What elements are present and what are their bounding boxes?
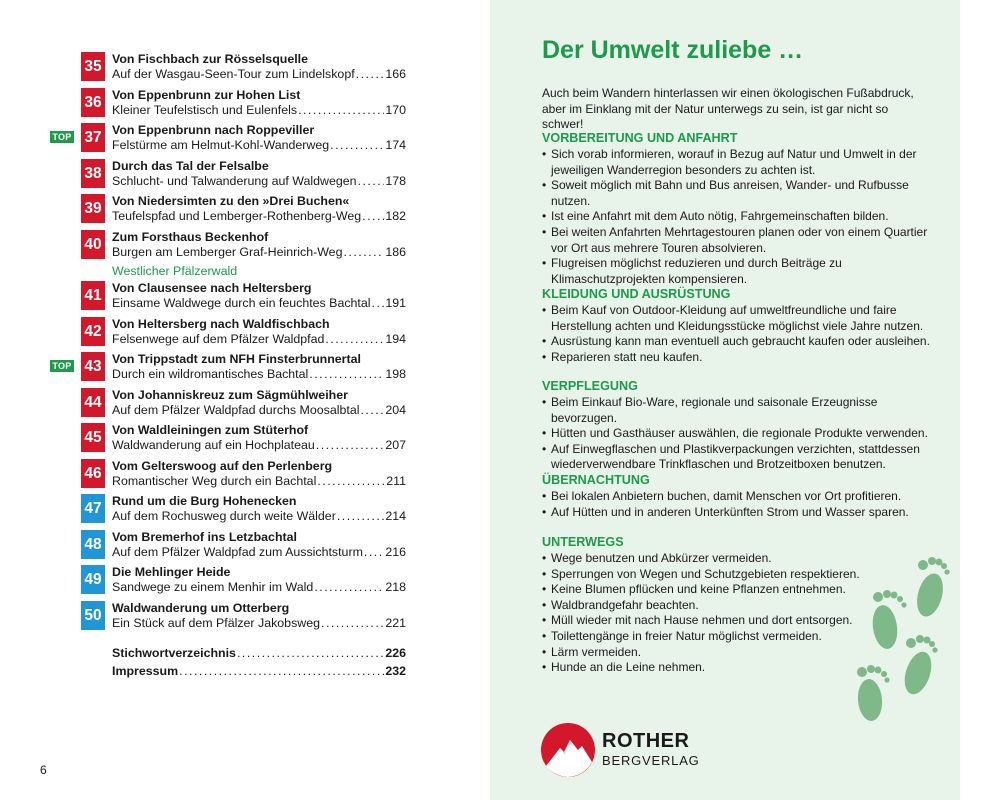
toc-entry[interactable] — [50, 230, 420, 266]
tour-number-badge: 36 — [81, 88, 105, 117]
logo-name: ROTHER — [602, 730, 690, 752]
dot-leader — [343, 245, 384, 260]
tour-title[interactable]: Die Mehlinger Heide — [112, 565, 231, 579]
page-ref[interactable]: 221 — [385, 615, 406, 630]
footprints-icon — [840, 545, 970, 725]
bullet-item: • Müll wieder mit nach Hause nehmen und dort entsorgen. — [542, 613, 942, 629]
bullet-item: • Hütten und Gasthäuser auswählen, die regionale Produkte verwenden. — [542, 426, 942, 442]
page-ref[interactable]: 174 — [385, 138, 406, 152]
tour-number-badge: 39 — [81, 194, 105, 223]
tour-title[interactable]: Von Heltersberg nach Waldfischbach — [112, 316, 330, 331]
toc-entry[interactable] — [50, 565, 420, 601]
bullet-item: • Keine Blumen pflücken und keine Pflanzen entnehmen. — [542, 582, 942, 598]
bullet-item: • Flugreisen möglichst reduzieren und durch Beiträge zu Klimaschutzprojekten kompensieren. — [542, 256, 942, 287]
table-of-contents — [50, 52, 420, 636]
tour-subtitle-line — [112, 545, 406, 560]
tour-number-badge: 38 — [81, 159, 105, 188]
tour-title[interactable]: Vom Bremerhof ins Letzbachtal — [112, 529, 297, 544]
section-heading: KLEIDUNG UND AUSRÜSTUNG — [542, 287, 731, 301]
tour-subtitle: Felstürme am Helmut-Kohl-Wanderweg — [112, 138, 330, 152]
bullet-item: • Auf Einwegflaschen und Plastikverpackungen verzichten, stattdessen wiederverwendbare Trinkflaschen und Brotzeitboxen benutzen. — [542, 442, 942, 473]
appendix-entry[interactable] — [112, 646, 406, 661]
dot-leader — [362, 209, 384, 224]
tour-subtitle: Kleiner Teufelstisch und Eulenfels — [112, 102, 298, 117]
toc-entry[interactable] — [50, 194, 420, 230]
tour-subtitle-line — [112, 474, 406, 489]
tour-subtitle-line — [112, 103, 406, 118]
bullet-item: • Bei weiten Anfahrten Mehrtagestouren planen oder von einem Quartier vor Ort aus mehrere Touren absolvieren. — [542, 225, 942, 256]
dot-leader — [356, 67, 385, 82]
section-heading: ÜBERNACHTUNG — [542, 473, 650, 487]
page-ref[interactable]: 166 — [385, 67, 406, 81]
bullet-item: • Sich vorab informieren, worauf in Bezug auf Natur und Umwelt in der jeweiligen Wanderregion besonders zu achten ist. — [542, 147, 942, 178]
tour-title[interactable]: Vom Gelterswoog auf den Perlenberg — [112, 458, 333, 473]
tour-number-badge: 45 — [81, 423, 105, 452]
bullet-item: • Waldbrandgefahr beachten. — [542, 598, 942, 614]
page-ref[interactable]: 214 — [385, 509, 406, 523]
tour-number-badge: 44 — [81, 388, 105, 417]
tour-number-badge: 40 — [81, 230, 105, 259]
guideline-section — [542, 378, 942, 473]
tour-subtitle-line — [112, 509, 406, 524]
page-title: Der Umwelt zuliebe … — [542, 36, 804, 64]
page-ref[interactable]: 178 — [385, 173, 406, 188]
tour-number-badge: 41 — [81, 281, 105, 310]
bullet-item: • Ausrüstung kann man eventuell auch gebraucht kaufen oder ausleihen. — [542, 334, 942, 350]
tour-subtitle-line — [112, 580, 406, 595]
toc-section-heading: Westlicher Pfälzerwald — [112, 264, 238, 278]
tour-subtitle-line — [112, 67, 406, 82]
tour-subtitle-line — [112, 616, 406, 631]
bullet-item: • Wege benutzen und Abkürzer vermeiden. — [542, 551, 942, 567]
appendix-entry[interactable] — [112, 664, 406, 679]
page-number: 6 — [40, 763, 47, 777]
page-ref[interactable]: 194 — [385, 331, 406, 346]
page-ref[interactable]: 191 — [385, 296, 406, 310]
tour-subtitle: Auf dem Pfälzer Waldpfad zum Aussichtsturm — [112, 544, 363, 559]
tour-subtitle: Romantischer Weg durch ein Bachtal — [112, 473, 317, 488]
page-ref[interactable]: 204 — [385, 402, 406, 417]
appendix-label: Stichwortverzeichnis — [112, 646, 236, 660]
tour-subtitle: Burgen am Lemberger Graf-Heinrich-Weg — [112, 244, 343, 259]
dot-leader — [337, 509, 384, 524]
tour-number-badge: 50 — [81, 601, 105, 630]
tour-subtitle: Auf der Wasgau-Seen-Tour zum Lindelskopf — [112, 67, 355, 81]
tour-title[interactable]: Von Johanniskreuz zum Sägmühlweiher — [112, 387, 348, 402]
guideline-section — [542, 286, 942, 365]
tour-subtitle: Schlucht- und Talwanderung auf Waldwegen — [112, 173, 357, 188]
tour-subtitle-line — [112, 367, 406, 382]
tour-number-badge: 42 — [81, 317, 105, 346]
tour-title[interactable]: Von Waldleiningen zum Stüterhof — [112, 423, 309, 437]
tour-title[interactable]: Zum Forsthaus Beckenhof — [112, 229, 269, 244]
logo-subtitle: BERGVERLAG — [602, 753, 700, 768]
tour-subtitle: Auf dem Rochusweg durch weite Wälder — [112, 509, 336, 523]
bullet-item: • Beim Einkauf Bio-Ware, regionale und saisonale Erzeugnisse bevorzugen. — [542, 395, 942, 426]
toc-entry[interactable] — [50, 281, 420, 317]
tour-subtitle: Auf dem Pfälzer Waldpfad durchs Moosalbtal — [112, 402, 360, 417]
toc-entry[interactable] — [50, 88, 420, 124]
page-ref[interactable]: 211 — [386, 473, 406, 488]
toc-entry[interactable] — [50, 388, 420, 424]
tour-subtitle-line — [112, 174, 406, 189]
tour-subtitle: Felsenwege auf dem Pfälzer Waldpfad — [112, 331, 325, 346]
tour-number-badge: 46 — [81, 459, 105, 488]
dot-leader — [314, 580, 384, 595]
tour-number-badge: 43 — [81, 352, 105, 381]
tour-subtitle-line — [112, 138, 406, 153]
tour-title[interactable]: Von Niedersimten zu den »Drei Buchen« — [112, 194, 350, 208]
tour-number-badge: 49 — [81, 565, 105, 594]
tour-number-badge: 48 — [81, 530, 105, 559]
dot-leader — [298, 103, 384, 118]
bullet-item: • Reparieren statt neu kaufen. — [542, 350, 942, 366]
left-page — [0, 0, 490, 800]
tour-title[interactable]: Rund um die Burg Hohenecken — [112, 494, 297, 508]
bullet-item: • Beim Kauf von Outdoor-Kleidung auf umweltfreundliche und faire Herstellung achten und Kleidungsstücke möglichst viele Jahre nutzen. — [542, 303, 942, 334]
page-ref[interactable]: 218 — [385, 580, 406, 594]
top-tag: TOP — [50, 131, 74, 143]
bullet-item: • Hunde an die Leine nehmen. — [542, 660, 942, 676]
top-tag: TOP — [50, 360, 74, 372]
dot-leader — [317, 474, 385, 489]
tour-subtitle: Waldwanderung auf ein Hochplateau — [112, 438, 315, 452]
dot-leader — [237, 646, 384, 661]
tour-title[interactable]: Von Trippstadt zum NFH Finsterbrunnertal — [112, 352, 361, 366]
dot-leader — [364, 545, 384, 560]
dot-leader — [325, 332, 384, 347]
page-ref[interactable]: 170 — [385, 102, 406, 117]
dot-leader — [309, 367, 384, 382]
section-heading: VERPFLEGUNG — [542, 379, 638, 393]
bullet-list — [542, 489, 942, 520]
dot-leader — [372, 296, 385, 311]
bullet-item: • Auf Hütten und in anderen Unterkünften Strom und Wasser sparen. — [542, 505, 942, 521]
page-ref[interactable]: 182 — [385, 209, 406, 223]
dot-leader — [316, 438, 385, 453]
intro-text: Auch beim Wandern hinterlassen wir einen ökologischen Fußabdruck, aber im Einklang mit der Natur unterwegs zu sein, ist gar nicht so schwer! — [542, 86, 914, 131]
tour-subtitle-line — [112, 296, 406, 311]
tour-subtitle-line — [112, 438, 406, 453]
dot-leader — [358, 174, 385, 189]
tour-title[interactable]: Durch das Tal der Felsalbe — [112, 158, 269, 173]
appendix-label: Impressum — [112, 664, 179, 678]
page-ref[interactable]: 198 — [385, 367, 406, 381]
tour-title[interactable]: Von Eppenbrunn zur Hohen List — [112, 87, 301, 102]
bullet-item: • Lärm vermeiden. — [542, 645, 942, 661]
toc-entry[interactable] — [50, 530, 420, 566]
section-heading: UNTERWEGS — [542, 535, 624, 549]
dot-leader — [330, 138, 384, 153]
page-ref[interactable]: 232 — [385, 664, 406, 678]
guideline-section — [542, 130, 942, 287]
tour-title[interactable]: Von Clausensee nach Heltersberg — [112, 281, 312, 295]
bullet-item: • Soweit möglich mit Bahn und Bus anreisen, Wander- und Rufbusse nutzen. — [542, 178, 942, 209]
bullet-item: • Toilettengänge in freier Natur möglichst vermeiden. — [542, 629, 942, 645]
tour-title[interactable]: Von Eppenbrunn nach Roppeviller — [112, 123, 315, 137]
toc-entry[interactable] — [50, 123, 420, 159]
bullet-list — [542, 303, 942, 365]
tour-subtitle: Teufelspfad und Lemberger-Rothenberg-Weg — [112, 209, 362, 223]
tour-subtitle: Einsame Waldwege durch ein feuchtes Bachtal — [112, 296, 371, 310]
toc-entry[interactable] — [50, 601, 420, 637]
toc-entry[interactable] — [50, 52, 420, 88]
toc-entry[interactable] — [50, 494, 420, 530]
toc-entry[interactable] — [50, 159, 420, 195]
tour-title[interactable]: Waldwanderung um Otterberg — [112, 600, 290, 615]
tour-subtitle-line — [112, 209, 406, 224]
dot-leader — [321, 616, 384, 631]
bullet-item: • Sperrungen von Wegen und Schutzgebieten respektieren. — [542, 567, 942, 583]
page-ref[interactable]: 216 — [385, 544, 406, 559]
tour-subtitle-line — [112, 245, 406, 260]
toc-entry[interactable] — [50, 317, 420, 353]
tour-subtitle-line — [112, 403, 406, 418]
bullet-item: • Ist eine Anfahrt mit dem Auto nötig, Fahrgemeinschaften bilden. — [542, 209, 942, 225]
dot-leader — [360, 403, 384, 418]
tour-subtitle: Ein Stück auf dem Pfälzer Jakobsweg — [112, 615, 320, 630]
mountain-logo-icon — [540, 722, 596, 778]
tour-subtitle-line — [112, 332, 406, 347]
bullet-list — [542, 147, 942, 287]
dot-leader — [179, 664, 384, 679]
toc-entry[interactable] — [50, 423, 420, 459]
guideline-section — [542, 472, 942, 520]
bullet-list — [542, 395, 942, 473]
tour-title[interactable]: Von Fischbach zur Rösselsquelle — [112, 52, 309, 66]
page-ref[interactable]: 207 — [385, 438, 406, 452]
tour-number-badge: 35 — [81, 52, 105, 81]
page-ref[interactable]: 186 — [385, 244, 406, 259]
bullet-item: • Bei lokalen Anbietern buchen, damit Menschen vor Ort profitieren. — [542, 489, 942, 505]
page-ref[interactable]: 226 — [385, 646, 406, 660]
tour-subtitle: Durch ein wildromantisches Bachtal — [112, 367, 309, 381]
tour-number-badge: 47 — [81, 494, 105, 523]
toc-entry[interactable] — [50, 459, 420, 495]
rother-logo — [540, 722, 700, 778]
section-heading: VORBEREITUNG UND ANFAHRT — [542, 131, 738, 145]
tour-number-badge: 37 — [81, 123, 105, 152]
toc-entry[interactable] — [50, 352, 420, 388]
tour-subtitle: Sandwege zu einem Menhir im Wald — [112, 580, 314, 594]
